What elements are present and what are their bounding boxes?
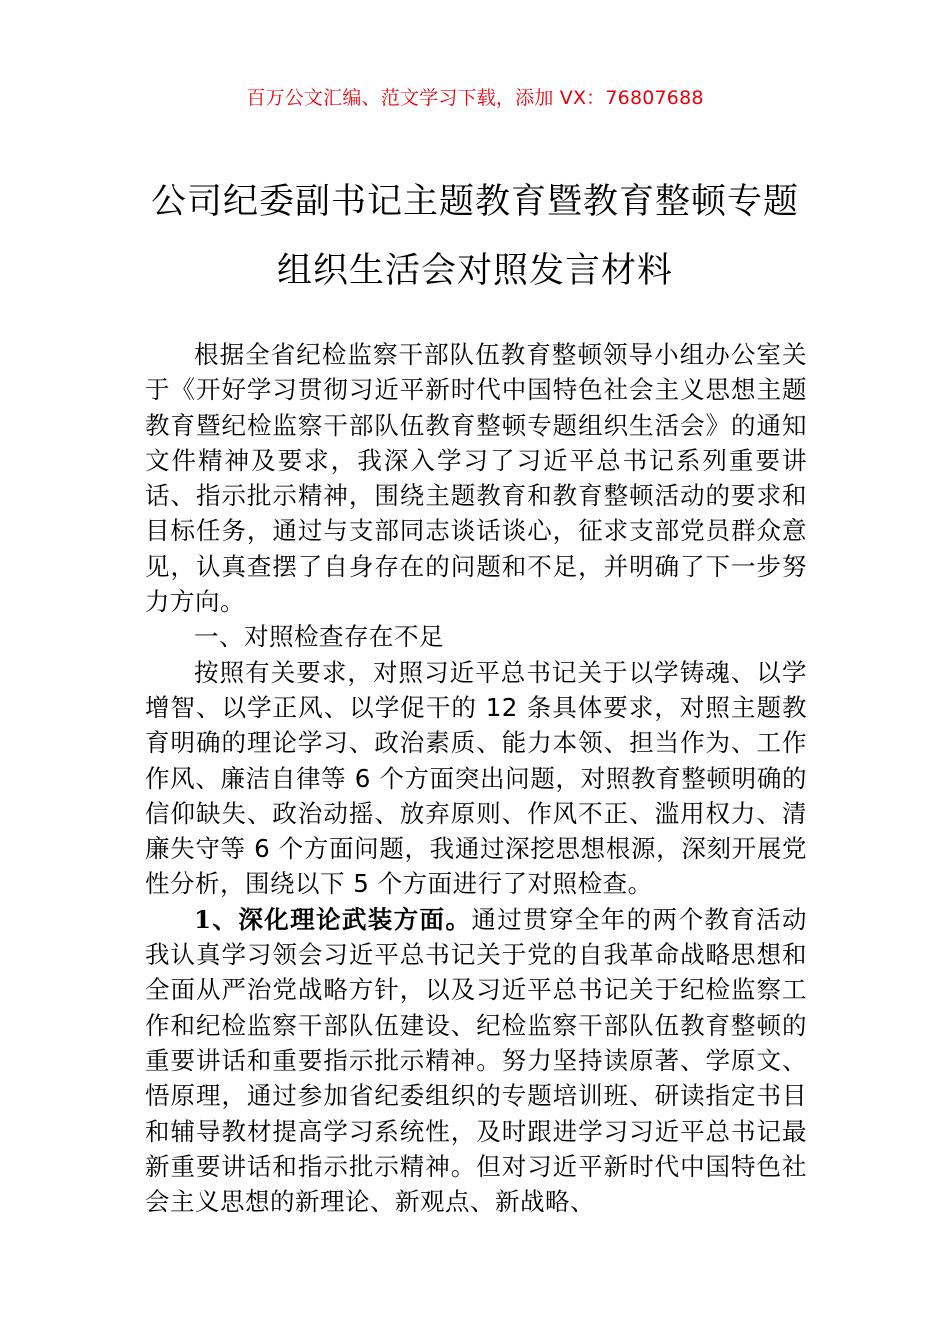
item-1-paragraph bbox=[145, 902, 807, 1220]
item-1-lead: 1、深化理论武装方面。 bbox=[194, 904, 472, 934]
item-1-body: 通过贯穿全年的两个教育活动我认真学习领会习近平总书记关于党的自我革命战略思想和全面从严治党战略方针，以及习近平总书记关于纪检监察工作和纪检监察干部队伍建设、纪检监察干部队伍教育整顿的重要讲话和重要指示批示精神。努力坚持读原著、学原文、悟原理，通过参加省纪委组织的专题培训班、研读指定书目和辅导教材提高学习系统性，及时跟进学习习近平总书记最新重要讲话和指示批示精神。但对习近平新时代中国特色社会主义思想的新理论、新观点、新战略、 bbox=[145, 904, 807, 1217]
section-1-paragraph: 按照有关要求，对照习近平总书记关于以学铸魂、以学增智、以学正风、以学促干的 12 条具体要求，对照主题教育明确的理论学习、政治素质、能力本领、担当作为、工作作风、廉洁自律等 6 个方面突出问题，对照教育整顿明确的信仰缺失、政治动摇、放弃原则、作风不正、滥用权力、清廉失守等 6 个方面问题，我通过深挖思想根源，深刻开展党性分析，围绕以下 5 个方面进行了对照检查。 bbox=[145, 657, 807, 899]
document-body bbox=[145, 337, 807, 1219]
header-note: 百万公文汇编、范文学习下载，添加 VX：76807688 bbox=[246, 87, 704, 109]
document-title-line-2: 组织生活会对照发言材料 bbox=[276, 251, 673, 291]
section-heading-1: 一、对照检查存在不足 bbox=[194, 622, 444, 652]
document-title-line-1: 公司纪委副书记主题教育暨教育整顿专题 bbox=[150, 182, 799, 222]
intro-paragraph: 根据全省纪检监察干部队伍教育整顿领导小组办公室关于《开好学习贯彻习近平新时代中国特色社会主义思想主题教育暨纪检监察干部队伍教育整顿专题组织生活会》的通知文件精神及要求，我深入学习了习近平总书记系列重要讲话、指示批示精神，围绕主题教育和教育整顿活动的要求和目标任务，通过与支部同志谈话谈心，征求支部党员群众意见，认真查摆了自身存在的问题和不足，并明确了下一步努力方向。 bbox=[145, 340, 807, 617]
